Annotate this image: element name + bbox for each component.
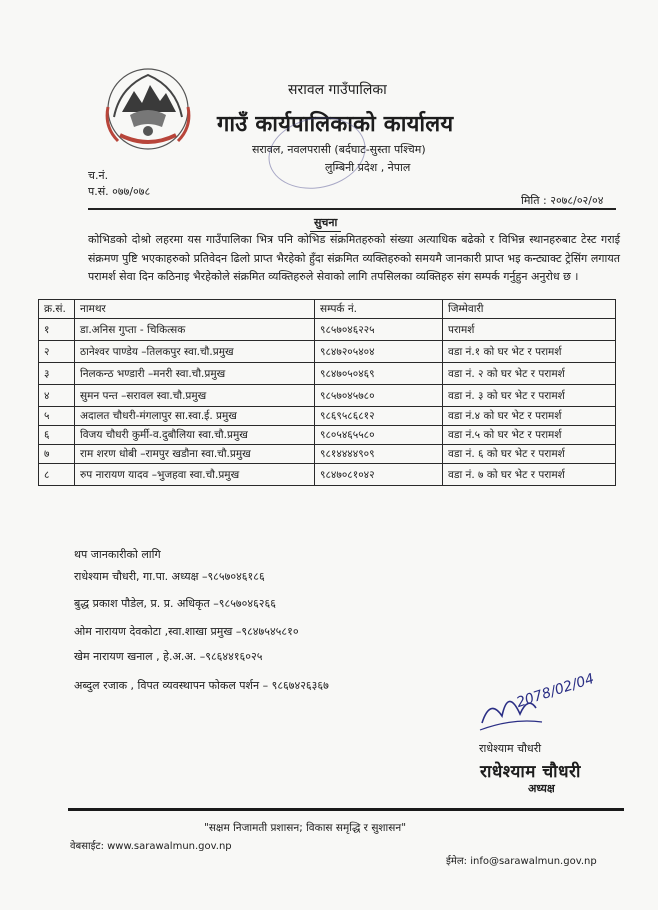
- table-row: [39, 445, 616, 464]
- contact-person: बुद्ध प्रकाश पौडेल, प्र. प्र. अधिकृत –९८५७०४६२६६: [74, 597, 276, 610]
- cell-phone: ९८१४४४४९०९: [315, 445, 443, 464]
- contacts-table: [38, 299, 616, 486]
- stamp-signer-title: अध्यक्ष: [528, 782, 555, 795]
- cell-duty: वडा नं.५ को घर भेट र परामर्श: [443, 426, 616, 445]
- nepal-emblem-icon: [100, 57, 196, 157]
- table-row: [39, 319, 616, 341]
- table-row: [39, 426, 616, 445]
- footer-email: ईमेल: info@sarawalmun.gov.np: [446, 856, 597, 867]
- cell-phone: ९८४७०८१०४२: [315, 464, 443, 486]
- cha-number: च.नं.: [88, 169, 109, 182]
- address-line: सरावल, नवलपरासी (बर्दघाट-सुस्ता पश्चिम): [252, 143, 426, 156]
- cell-phone: ९८४७२०५४०४: [315, 341, 443, 363]
- cell-sn: १: [39, 319, 75, 341]
- cell-sn: ६: [39, 426, 75, 445]
- footer-website: वेबसाईट: www.sarawalmun.gov.np: [70, 841, 232, 852]
- cell-sn: ३: [39, 363, 75, 385]
- col-header-sn: क्र.सं.: [39, 300, 75, 319]
- cell-duty: वडा नं.१ को घर भेट र परामर्श: [443, 341, 616, 363]
- cell-name: सुमन पन्त –सरावल स्वा.चौ.प्रमुख: [75, 385, 315, 407]
- cell-sn: ५: [39, 407, 75, 426]
- contact-person: अब्दुल रजाक , विपत व्यवस्थापन फोकल पर्शन – ९८६७४२६३६७: [74, 679, 329, 692]
- signer-name: राधेश्याम चौधरी: [479, 742, 542, 755]
- more-info-title: थप जानकारीको लागि: [74, 548, 161, 561]
- cell-sn: ७: [39, 445, 75, 464]
- cell-name: राम शरण धोबी –रामपुर खडौना स्वा.चौ.प्रमुख: [75, 445, 315, 464]
- letter-date: मिति : २०७८/०२/०४: [521, 194, 604, 207]
- cell-phone: ९८०५४६५५८०: [315, 426, 443, 445]
- cell-sn: ८: [39, 464, 75, 486]
- cell-sn: ४: [39, 385, 75, 407]
- signature-date: 2078/02/04: [514, 670, 597, 712]
- municipality-name: सरावल गाउँपालिका: [288, 82, 387, 98]
- footer-divider: [68, 808, 624, 811]
- cell-duty: परामर्श: [443, 319, 616, 341]
- contact-person: खेम नारायण खनाल , हे.अ.अ. –९८६४४१६०२५: [74, 650, 263, 663]
- cell-duty: वडा नं. ७ को घर भेट र परामर्श: [443, 464, 616, 486]
- cell-phone: ९८५७०४५७८०: [315, 385, 443, 407]
- cell-phone: ९८६९५८६८१२: [315, 407, 443, 426]
- notice-body: कोभिडको दोश्रो लहरमा यस गाउँपालिका भित्र पनि कोभिड संक्रमितहरुको संख्या अत्याधिक बढेको र विभिन्न स्थानहरुबाट टेस्ट गराई संक्रमण पुष्टि भएकाहरुको प्रतिवेदन ढिलो प्राप्त भैरहेको हुँदा संक्रमित व्यक्तिहरुको समयमै जानकारी प्राप्त भइ कन्ट्याक्ट ट्रेसिंग लगायत परामर्श सेवा दिन कठिनाइ भैरहेकोले संक्रमित व्यक्तिहरुले सेवाको लागि तपसिलका व्यक्तिहरु संग सम्पर्क गर्नुहुन अनुरोध छ ।: [88, 233, 620, 283]
- cell-name: ठानेश्वर पाण्डेय –तिलकपुर स्वा.चौ.प्रमुख: [75, 341, 315, 363]
- cell-name: विजय चौधरी कुर्मी-व.दुबौलिया स्वा.चौ.प्रमुख: [75, 426, 315, 445]
- table-row: [39, 385, 616, 407]
- header-divider: [88, 208, 616, 210]
- pa-sa-number: प.सं. ०७७/०७८: [88, 185, 151, 198]
- footer-motto: "सक्षम निजामती प्रशासन; विकास समृद्धि र सुशासन": [204, 822, 407, 834]
- stamp-signer-name: राधेश्याम चौधरी: [480, 762, 581, 782]
- contact-person: ओम नारायण देवकोटा ,स्वा.शाखा प्रमुख –९८४७५४५८१०: [74, 625, 299, 638]
- cell-duty: वडा नं. ३ को घर भेट र परामर्श: [443, 385, 616, 407]
- cell-duty: वडा नं. ६ को घर भेट र परामर्श: [443, 445, 616, 464]
- table-header-row: [39, 300, 616, 319]
- cell-name: डा.अनिस गुप्ता - चिकित्सक: [75, 319, 315, 341]
- cell-duty: वडा नं. २ को घर भेट र परामर्श: [443, 363, 616, 385]
- table-row: [39, 464, 616, 486]
- table-row: [39, 341, 616, 363]
- cell-duty: वडा नं.४ को घर भेट र परामर्श: [443, 407, 616, 426]
- col-header-duty: जिम्मेवारी: [443, 300, 616, 319]
- col-header-name: नामथर: [75, 300, 315, 319]
- col-header-phone: सम्पर्क नं.: [315, 300, 443, 319]
- office-name: गाउँ कार्यपालिकाको कार्यालय: [217, 112, 454, 137]
- cell-sn: २: [39, 341, 75, 363]
- cell-name: अदालत चौधरी-मंगलापुर सा.स्वा.ई. प्रमुख: [75, 407, 315, 426]
- table-row: [39, 407, 616, 426]
- cell-phone: ९८४७०५०४६९: [315, 363, 443, 385]
- cell-name: निलकन्ठ भण्डारी –मनरी स्वा.चौ.प्रमुख: [75, 363, 315, 385]
- notice-title: सुचना: [310, 215, 341, 232]
- cell-name: रुप नारायण यादव –भुजहवा स्वा.चौ.प्रमुख: [75, 464, 315, 486]
- province-line: लुम्बिनी प्रदेश , नेपाल: [325, 161, 411, 174]
- contact-person: राधेश्याम चौधरी, गा.पा. अध्यक्ष –९८५७०४६१८६: [74, 570, 265, 583]
- cell-phone: ९८५७०४६२२५: [315, 319, 443, 341]
- table-row: [39, 363, 616, 385]
